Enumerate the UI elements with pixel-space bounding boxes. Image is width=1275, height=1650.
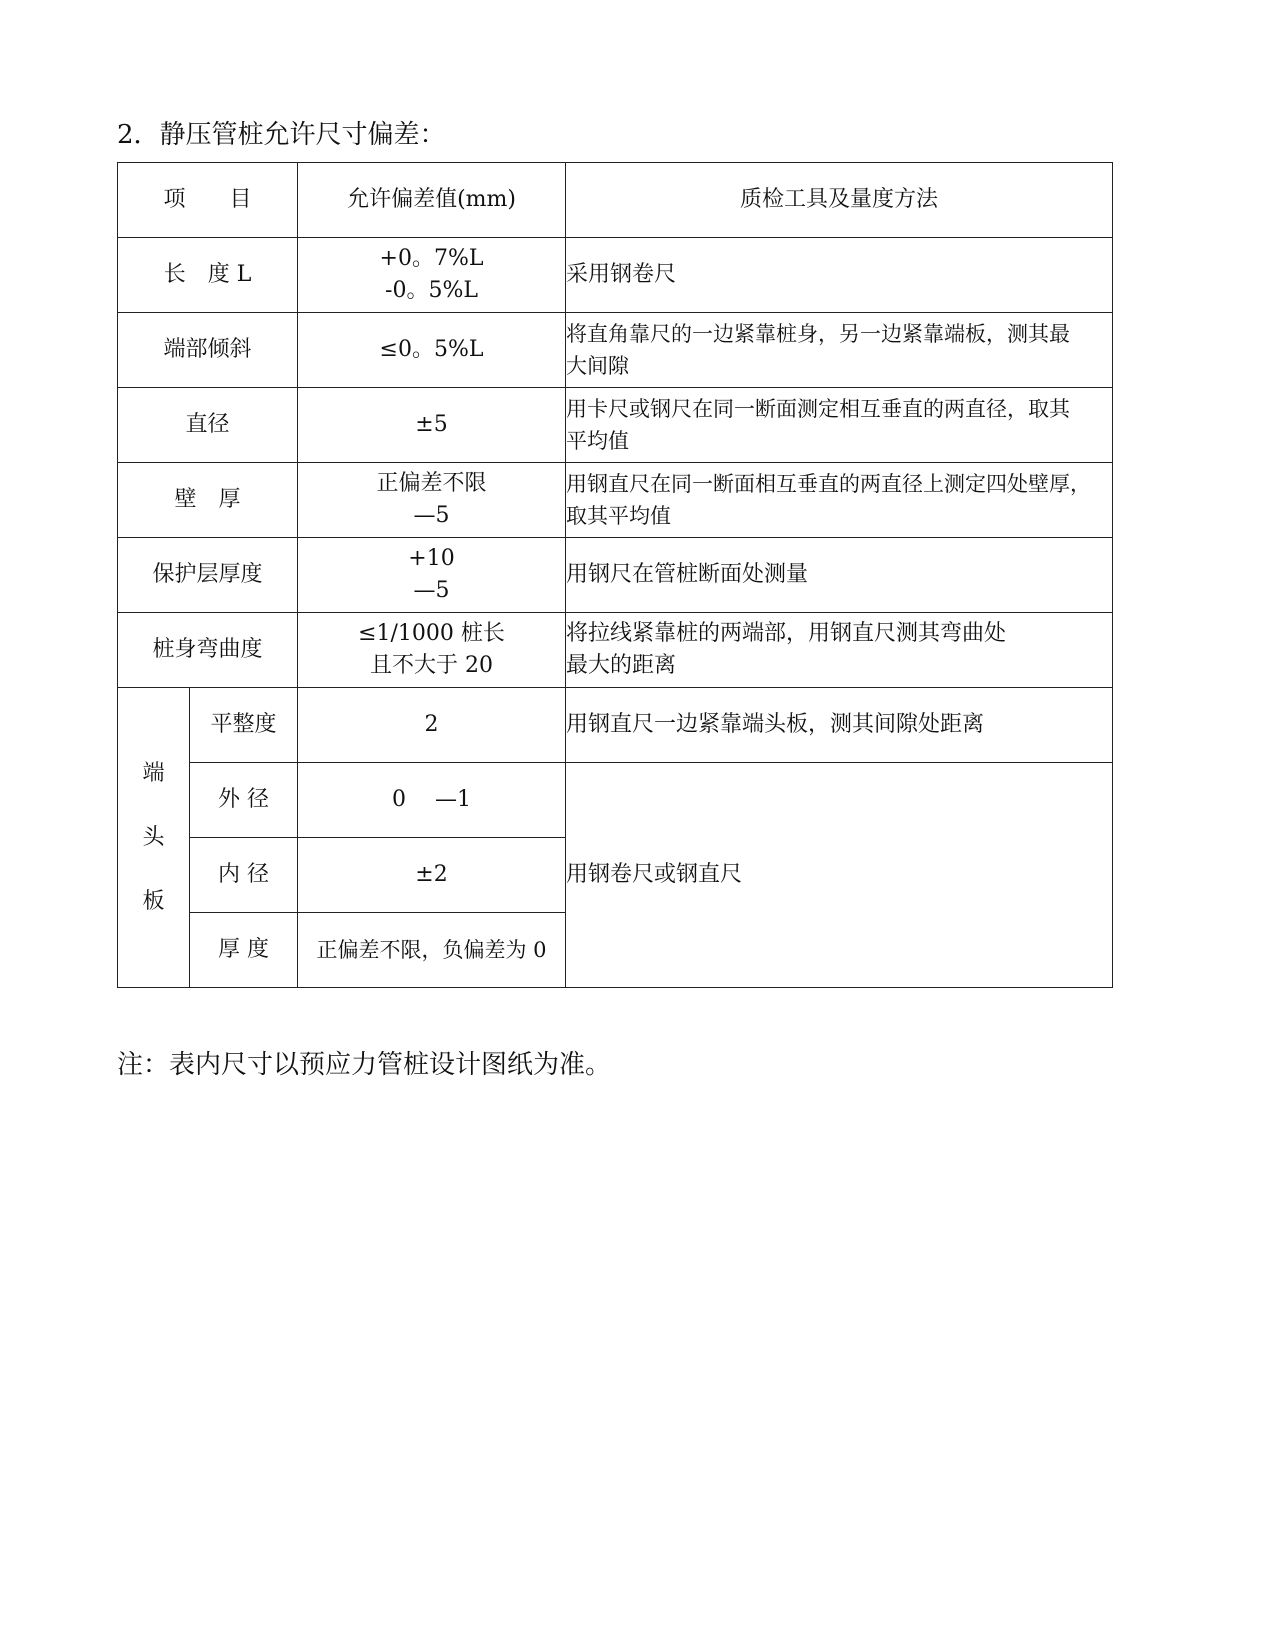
item-cell: 平整度 (190, 688, 298, 763)
table-row (118, 388, 1113, 463)
tolerance-line: +0。7%L (379, 246, 484, 271)
item-cell: 保护层厚度 (118, 538, 298, 613)
item-cell: 厚 度 (190, 913, 298, 988)
tolerance-cell: 2 (298, 688, 566, 763)
tolerance-line: ≤1/1000 桩长 (358, 621, 505, 646)
table-header-row (118, 163, 1113, 238)
table-row (118, 763, 1113, 838)
item-cell: 内 径 (190, 838, 298, 913)
tolerance-cell: ≤0。5%L (298, 313, 566, 388)
tolerance-cell: ±2 (298, 838, 566, 913)
method-cell (566, 388, 1113, 463)
method-cell: 采用钢卷尺 (566, 238, 1113, 313)
group-label-char: 头 (142, 824, 165, 850)
method-cell (566, 313, 1113, 388)
tolerance-line: —5 (413, 503, 450, 528)
method-line: 用卡尺或钢尺在同一断面测定相互垂直的两直径，取其 (566, 397, 1071, 421)
tolerance-table (117, 162, 1113, 988)
tolerance-cell: 0 —1 (298, 763, 566, 838)
tolerance-cell (298, 463, 566, 538)
method-line: 取其平均值 (566, 504, 672, 528)
tolerance-cell (298, 238, 566, 313)
tolerance-line: 且不大于 20 (370, 653, 494, 678)
tolerance-line: +10 (408, 546, 455, 571)
item-cell: 端部倾斜 (118, 313, 298, 388)
tolerance-line: —5 (413, 578, 450, 603)
tolerance-line: 正偏差不限 (376, 471, 487, 496)
tolerance-cell (298, 613, 566, 688)
header-tolerance: 允许偏差值(mm) (298, 163, 566, 238)
table-row (118, 688, 1113, 763)
method-line: 平均值 (566, 429, 630, 453)
method-cell (566, 613, 1113, 688)
group-label-char: 板 (142, 888, 165, 914)
tolerance-line: -0。5%L (385, 278, 478, 303)
method-line: 大间隙 (566, 354, 630, 378)
method-line: 将直角靠尺的一边紧靠桩身，另一边紧靠端板，测其最 (566, 322, 1071, 346)
end-plate-group-label (118, 688, 190, 988)
tolerance-cell (298, 538, 566, 613)
method-cell: 用钢直尺一边紧靠端头板，测其间隙处距离 (566, 688, 1113, 763)
table-row (118, 538, 1113, 613)
group-label-char: 端 (142, 760, 165, 786)
method-line: 最大的距离 (566, 653, 677, 678)
item-cell: 桩身弯曲度 (118, 613, 298, 688)
table-note: 注：表内尺寸以预应力管桩设计图纸为准。 (117, 1050, 612, 1080)
tolerance-cell: 正偏差不限，负偏差为 0 (298, 913, 566, 988)
item-cell: 壁 厚 (118, 463, 298, 538)
shared-method-cell: 用钢卷尺或钢直尺 (566, 763, 1113, 988)
tolerance-cell: ±5 (298, 388, 566, 463)
table-row (118, 238, 1113, 313)
method-cell (566, 463, 1113, 538)
item-cell: 长 度 L (118, 238, 298, 313)
table-row (118, 313, 1113, 388)
table-row (118, 613, 1113, 688)
item-cell: 外 径 (190, 763, 298, 838)
section-heading: 2．静压管桩允许尺寸偏差： (117, 120, 446, 150)
header-item: 项 目 (118, 163, 298, 238)
header-method: 质检工具及量度方法 (566, 163, 1113, 238)
item-cell: 直径 (118, 388, 298, 463)
method-line: 将拉线紧靠桩的两端部，用钢直尺测其弯曲处 (566, 621, 1007, 646)
table-row (118, 463, 1113, 538)
method-line: 用钢直尺在同一断面相互垂直的两直径上测定四处壁厚， (566, 472, 1092, 496)
method-cell: 用钢尺在管桩断面处测量 (566, 538, 1113, 613)
